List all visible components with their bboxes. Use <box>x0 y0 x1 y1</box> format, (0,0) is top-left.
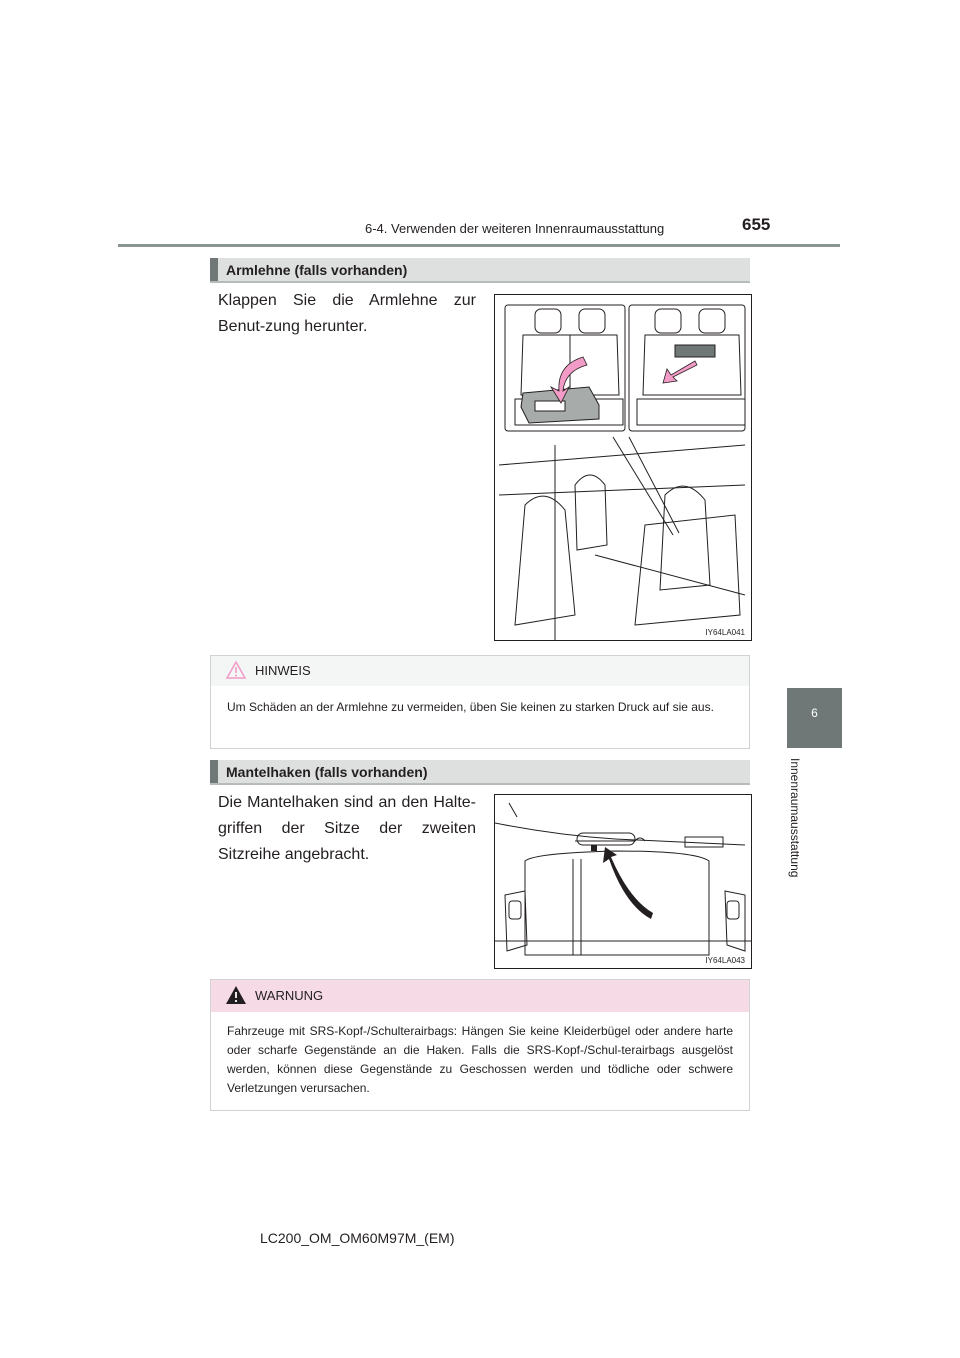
chapter-label: Innenraumausstattung <box>788 758 802 878</box>
headrest-right <box>579 309 605 333</box>
chapter-number: 6 <box>811 706 818 720</box>
armrest-drawing <box>495 295 751 640</box>
pointer-arrow <box>603 847 653 919</box>
seatback-outline <box>525 851 709 955</box>
section-heading-text: Mantelhaken (falls vorhanden) <box>226 764 428 780</box>
figure-id: IY64LA043 <box>705 956 745 965</box>
figure-id: IY64LA041 <box>705 628 745 637</box>
fold-down-arrow-right <box>663 361 697 383</box>
warning-title: WARNUNG <box>255 988 324 1003</box>
warning-box <box>210 979 750 1111</box>
side-trim-left <box>505 891 527 951</box>
armrest-instruction: Klappen Sie die Armlehne zur Benut-zung herunter. <box>218 292 476 335</box>
armrest-illustration <box>494 294 752 641</box>
grab-handle <box>577 833 635 845</box>
section-heading-armrest <box>210 258 750 282</box>
notice-header <box>211 656 749 686</box>
chapter-label-container <box>788 758 802 888</box>
notice-text: Um Schäden an der Armlehne zu vermeiden, üben Sie keinen zu starken Druck auf sie aus. <box>227 700 714 714</box>
section-heading-text: Armlehne (falls vorhanden) <box>226 262 408 278</box>
header-rule <box>118 244 840 247</box>
coat-hook <box>591 845 597 851</box>
section-heading-coat-hook <box>210 760 750 784</box>
section-underline <box>210 783 750 785</box>
caution-triangle-icon <box>225 660 247 680</box>
side-trim-right <box>725 891 745 951</box>
coat-hook-description: Die Mantelhaken sind an den Halte-griffen der Sitze der zweiten Sitzreihe angebracht. <box>218 794 476 863</box>
warning-header <box>211 980 749 1012</box>
front-seat-left <box>515 496 575 625</box>
warning-text: Fahrzeuge mit SRS-Kopf-/Schulterairbags: Hängen Sie keine Kleiderbügel oder andere harte oder scharfe Gegenstände an die Haken. Falls die SRS-Kopf-/Schul-terairbags ausgelöst werden, können diese Gegenstände zu Geschossen werden und tödliche oder schwere Verletzungen verursachen. <box>227 1024 733 1095</box>
notice-box <box>210 655 750 749</box>
headrest-left <box>535 309 561 333</box>
section-underline <box>210 281 750 283</box>
armrest-slot <box>675 345 715 357</box>
section-marker <box>210 258 218 282</box>
notice-title: HINWEIS <box>255 663 311 678</box>
document-code: LC200_OM_OM60M97M_(EM) <box>260 1230 455 1246</box>
section-marker <box>210 760 218 784</box>
section-title: 6-4. Verwenden der weiteren Innenraumausstattung <box>365 221 665 236</box>
warning-triangle-icon <box>225 985 247 1005</box>
coat-hook-illustration <box>494 794 752 969</box>
page-number: 655 <box>742 215 771 234</box>
coat-hook-drawing <box>495 795 751 968</box>
